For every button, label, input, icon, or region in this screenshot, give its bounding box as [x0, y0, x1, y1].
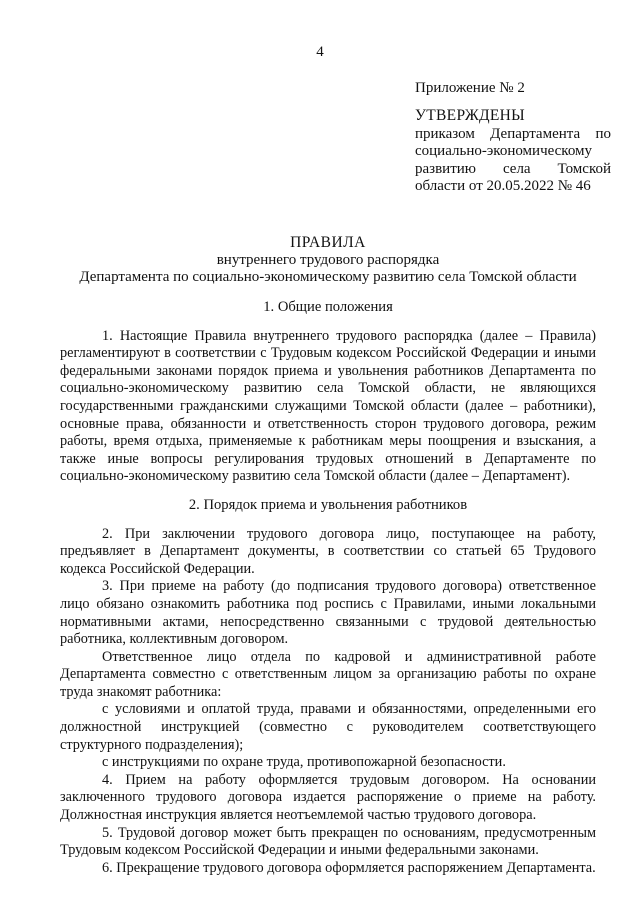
section-heading-general: 1. Общие положения — [263, 299, 393, 315]
approved-order-text: приказом Департамента по социально-экономическому развитию села Томской области от 20.05.2022 № 46 — [415, 125, 611, 195]
paragraph: Ответственное лицо отдела по кадровой и административной работе Департамента совместно с ответственным лицом за организацию работы по охране труда знакомят работника: — [60, 648, 596, 700]
section-heading-hiring: 2. Порядок приема и увольнения работников — [188, 496, 468, 513]
page-number: 4 — [316, 44, 324, 60]
approved-title: УТВЕРЖДЕНЫ — [415, 107, 525, 124]
paragraph: 4. Прием на работу оформляется трудовым договором. На основании заключенного трудового договора издается распоряжение о приеме на работу. Должностная инструкция является неотъемлемой частью трудового договора. — [60, 771, 596, 824]
document-subtitle: внутреннего трудового распорядка — [216, 252, 440, 268]
approval-stamp-block — [415, 107, 611, 196]
paragraph: 2. При заключении трудового договора лицо, поступающее на работу, предъявляет в Департамент документы, в соответствии со статьей 65 Трудового кодекса Российской Федерации. — [60, 525, 596, 577]
document-body — [60, 299, 596, 877]
appendix-label: Приложение № 2 — [415, 80, 525, 96]
paragraph: 1. Настоящие Правила внутреннего трудового распорядка (далее – Правила) регламентируют в соответствии с Трудовым кодексом Российской Федерации и иными федеральными законами порядок приема и увольнения работников Департамента по социально-экономическому развитию села Томской области, не являющихся государственными гражданскими служащими Томской области (далее – работники), основные права, обязанности и ответственность сторон трудового договора, режим работы, время отдыха, применяемые к работникам меры поощрения и взыскания, а также иные вопросы регулирования трудовых отношений в Департаменте по социально-экономическому развитию села Томской области (далее – Департамент). — [60, 327, 596, 485]
document-title: ПРАВИЛА — [290, 234, 366, 251]
document-title-block — [60, 234, 596, 286]
paragraph: 5. Трудовой договор может быть прекращен по основаниям, предусмотренным Трудовым кодексом Российской Федерации и иными федеральными законами. — [60, 824, 596, 859]
paragraph: с условиями и оплатой труда, правами и обязанностями, определенными его должностной инструкцией (совместно с руководителем соответствующего структурного подразделения); — [60, 701, 596, 753]
paragraph: 3. При приеме на работу (до подписания трудового договора) ответственное лицо обязано ознакомить работника под роспись с Правилами, иными локальными нормативными актами, непосредственно связанными с трудовой деятельностью работника, коллективным договором. — [60, 578, 596, 648]
document-subtitle-organization: Департамента по социально-экономическому развитию села Томской области — [79, 269, 577, 285]
paragraph: 6. Прекращение трудового договора оформляется распоряжением Департамента. — [102, 859, 596, 876]
paragraph: с инструкциями по охране труда, противопожарной безопасности. — [102, 754, 506, 771]
